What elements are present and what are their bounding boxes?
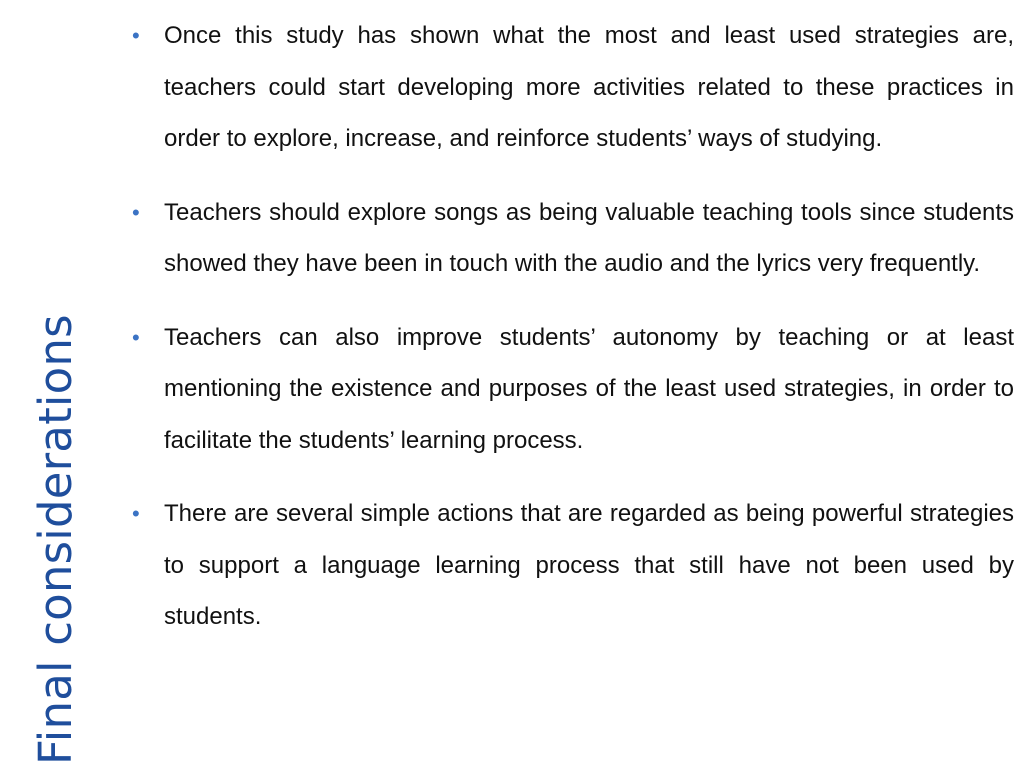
- bullet-item-1: [130, 10, 1014, 165]
- bullet-item-2: [130, 187, 1014, 290]
- bullet-icon: •: [132, 199, 140, 225]
- slide-content: [130, 10, 1014, 665]
- bullet-icon: •: [132, 23, 140, 48]
- bullet-item-4: [130, 488, 1014, 643]
- bullet-icon: •: [132, 501, 140, 526]
- bullet-text: Once this study has shown what the most and least used strategies are, teachers could start developing more activities related to these practices in order to explore, increase, and reinforce students’ ways of studying.: [164, 22, 1014, 152]
- bullet-text: Teachers can also improve students’ autonomy by teaching or at least mentioning the existence and purposes of the least used strategies, in order to facilitate the students’ learning process.: [164, 323, 1014, 454]
- bullet-icon: •: [132, 324, 140, 350]
- slide-title: Final considerations: [29, 314, 82, 765]
- bullet-text: There are several simple actions that are regarded as being powerful strategies to support a language learning process that still have not been used by students.: [164, 500, 1014, 630]
- bullet-list: [130, 10, 1014, 643]
- bullet-item-3: [130, 312, 1014, 467]
- bullet-text: Teachers should explore songs as being valuable teaching tools since students showed they have been in touch with the audio and the lyrics very frequently.: [164, 198, 1014, 277]
